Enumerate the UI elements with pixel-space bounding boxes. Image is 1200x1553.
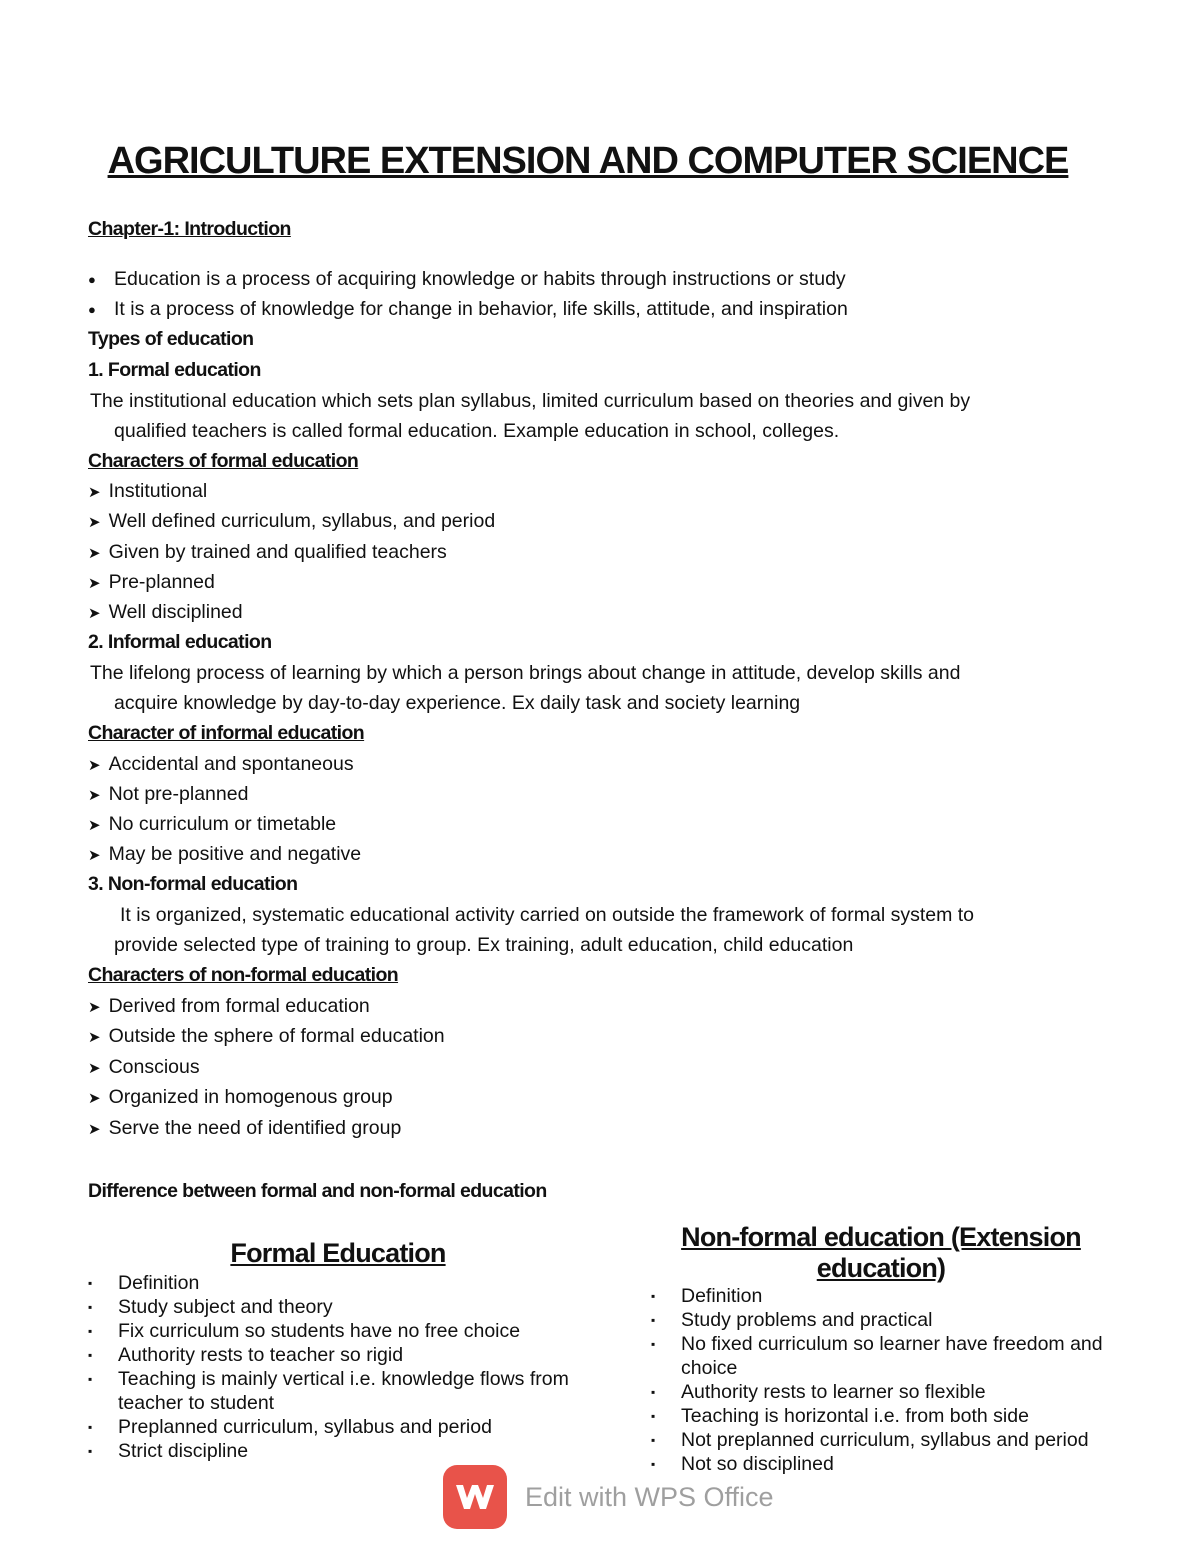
- arrow-bullet-icon: ➤: [88, 1090, 101, 1107]
- informal-heading: 2. Informal education: [88, 631, 272, 653]
- arrow-bullet-icon: ➤: [88, 817, 101, 834]
- arrow-bullet-icon: ➤: [88, 847, 101, 864]
- formal-definition-line2: qualified teachers is called formal education. Example education in school, colleges.: [114, 420, 840, 442]
- arrow-bullet-icon: ➤: [88, 605, 101, 622]
- arrow-bullet-icon: ➤: [88, 514, 101, 531]
- formal-heading: 1. Formal education: [88, 359, 261, 381]
- list-item: ▪ Study subject and theory: [88, 1295, 588, 1319]
- chapter-heading: Chapter-1: Introduction: [88, 218, 291, 240]
- list-item: ▪ Not so disciplined: [651, 1452, 1111, 1476]
- list-item: ▪ Preplanned curriculum, syllabus and period: [88, 1415, 588, 1439]
- list-item: ▪ Teaching is horizontal i.e. from both side: [651, 1404, 1111, 1428]
- nonformal-definition-line1: It is organized, systematic educational activity carried on outside the framework of formal system to: [120, 904, 975, 926]
- list-item: ▪ Definition: [88, 1271, 588, 1295]
- list-item: ▪ Definition: [651, 1284, 1111, 1308]
- arrow-bullet-icon: ➤: [88, 484, 101, 501]
- wps-watermark[interactable]: [443, 1464, 774, 1530]
- wps-watermark-text: Edit with WPS Office: [525, 1481, 774, 1512]
- list-item: ➤ Well defined curriculum, syllabus, and period: [88, 506, 495, 538]
- list-item: ▪ Strict discipline: [88, 1439, 588, 1463]
- informal-definition-line1: The lifelong process of learning by which a person brings about change in attitude, develop skills and: [90, 662, 961, 684]
- nonformal-education-column-title: Non-formal education (Extension education): [681, 1222, 1081, 1283]
- formal-education-column: [88, 1238, 588, 1463]
- list-item: ➤ Pre-planned: [88, 567, 215, 599]
- list-item: ▪ Teaching is mainly vertical i.e. knowledge flows from teacher to student: [88, 1367, 588, 1415]
- arrow-bullet-icon: ➤: [88, 999, 101, 1016]
- list-item: ▪ Authority rests to learner so flexible: [651, 1380, 1111, 1404]
- nonformal-heading: 3. Non-formal education: [88, 873, 298, 895]
- intro-bullet: ● It is a process of knowledge for change in behavior, life skills, attitude, and inspiration: [88, 298, 848, 320]
- formal-definition-line1: The institutional education which sets plan syllabus, limited curriculum based on theories and given by: [90, 390, 971, 412]
- arrow-bullet-icon: ➤: [88, 1029, 101, 1046]
- informal-definition-line2: acquire knowledge by day-to-day experience. Ex daily task and society learning: [114, 692, 801, 714]
- list-item: ➤ Derived from formal education: [88, 991, 370, 1023]
- list-item: ▪ No fixed curriculum so learner have freedom and choice: [651, 1332, 1111, 1380]
- intro-bullet: ● Education is a process of acquiring knowledge or habits through instructions or study: [88, 268, 846, 290]
- arrow-bullet-icon: ➤: [88, 757, 101, 774]
- list-item: ▪ Fix curriculum so students have no free choice: [88, 1319, 588, 1343]
- nonformal-characters-heading: Characters of non-formal education: [88, 964, 399, 986]
- list-item: ➤ Accidental and spontaneous: [88, 749, 354, 781]
- arrow-bullet-icon: ➤: [88, 1121, 101, 1138]
- list-item: ➤ Institutional: [88, 476, 207, 508]
- nonformal-education-column: [651, 1222, 1111, 1476]
- document-title: AGRICULTURE EXTENSION AND COMPUTER SCIENCE: [107, 140, 1069, 182]
- arrow-bullet-icon: ➤: [88, 575, 101, 592]
- difference-heading: Difference between formal and non-formal education: [88, 1180, 547, 1202]
- wps-logo-icon: [443, 1465, 507, 1529]
- formal-characters-heading: Characters of formal education: [88, 450, 359, 472]
- arrow-bullet-icon: ➤: [88, 1060, 101, 1077]
- list-item: ➤ Not pre-planned: [88, 779, 248, 811]
- arrow-bullet-icon: ➤: [88, 545, 101, 562]
- list-item: ➤ May be positive and negative: [88, 839, 361, 871]
- list-item: ▪ Not preplanned curriculum, syllabus and period: [651, 1428, 1111, 1452]
- formal-education-column-title: Formal Education: [230, 1238, 446, 1268]
- list-item: ➤ Well disciplined: [88, 597, 243, 629]
- types-heading: Types of education: [88, 328, 254, 350]
- list-item: ➤ Conscious: [88, 1052, 200, 1084]
- list-item: ➤ Serve the need of identified group: [88, 1113, 401, 1145]
- list-item: ➤ No curriculum or timetable: [88, 809, 336, 841]
- list-item: ➤ Outside the sphere of formal education: [88, 1021, 445, 1053]
- list-item: ➤ Given by trained and qualified teachers: [88, 537, 447, 569]
- arrow-bullet-icon: ➤: [88, 787, 101, 804]
- list-item: ➤ Organized in homogenous group: [88, 1082, 393, 1114]
- nonformal-definition-line2: provide selected type of training to group. Ex training, adult education, child education: [114, 934, 854, 956]
- list-item: ▪ Study problems and practical: [651, 1308, 1111, 1332]
- informal-characters-heading: Character of informal education: [88, 722, 365, 744]
- list-item: ▪ Authority rests to teacher so rigid: [88, 1343, 588, 1367]
